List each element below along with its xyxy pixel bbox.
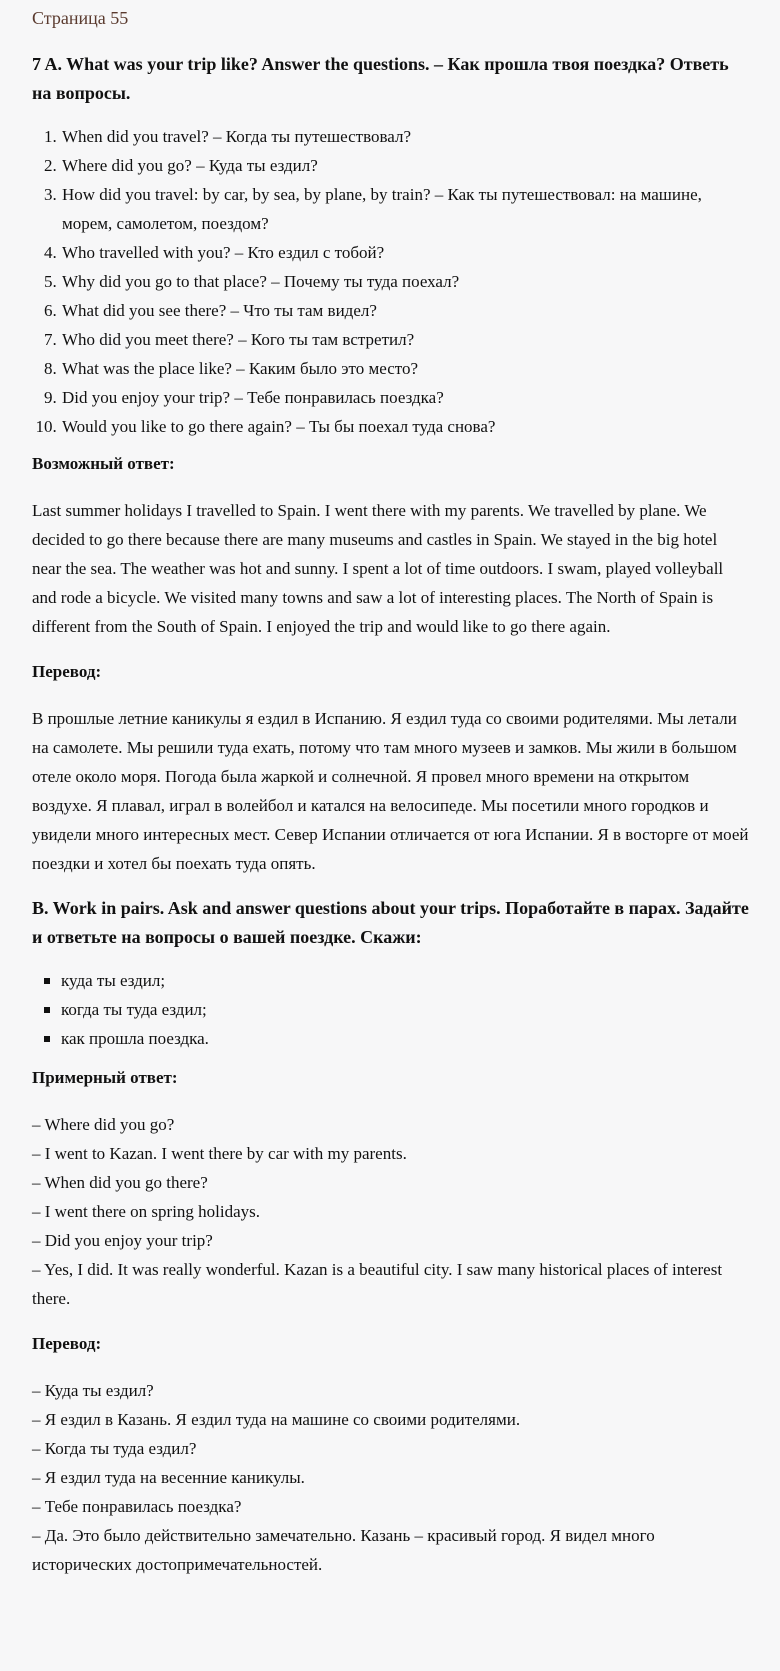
possible-answer-text: Last summer holidays I travelled to Spain. I went there with my parents. We travelled by plane. We decided to go there because there are many museums and castles in Spain. We stayed in the big hotel near the sea. The weather was hot and sunny. I spent a lot of time outdoors. I swam, played volleyball and rode a bicycle. We visited many towns and saw a lot of interesting places. The North of Spain is different from the South of Spain. I enjoyed the trip and would like to go there again. (32, 501, 724, 636)
list-item: 3. How did you travel: by car, by sea, by plane, by train? – Как ты путешествовал: на машине, морем, самолетом, поездом? (61, 180, 750, 238)
list-item: 5. Why did you go to that place? – Почему ты туда поехал? (61, 267, 750, 296)
dialog-line: – Куда ты ездил? (32, 1381, 154, 1400)
dialog-line: – Did you enjoy your trip? (32, 1231, 213, 1250)
dialog-line: – When did you go there? (32, 1173, 208, 1192)
dialog-line: – Where did you go? (32, 1115, 175, 1134)
list-item-text: когда ты туда ездил; (61, 1000, 207, 1019)
article-content (32, 4, 750, 1595)
list-item-text: как прошла поездка. (61, 1029, 209, 1048)
dialog-line: – Тебе понравилась поездка? (32, 1497, 242, 1516)
list-item: 2. Where did you go? – Куда ты ездил? (61, 151, 750, 180)
list-item: 1. When did you travel? – Когда ты путешествовал? (61, 122, 750, 151)
square-bullet-icon (44, 1036, 50, 1042)
list-item (61, 995, 750, 1024)
list-item (61, 966, 750, 995)
list-item: 10. Would you like to go there again? – Ты бы поехал туда снова? (61, 412, 750, 441)
page-number-label: Страница 55 (32, 8, 129, 28)
dialog-line: – Я ездил в Казань. Я ездил туда на машине со своими родителями. (32, 1410, 521, 1429)
list-item: 8. What was the place like? – Каким было это место? (61, 354, 750, 383)
questions-list (32, 122, 750, 441)
dialog-translation-label: Перевод: (32, 1334, 102, 1353)
list-item: 6. What did you see there? – Что ты там видел? (61, 296, 750, 325)
translation-text: В прошлые летние каникулы я ездил в Испанию. Я ездил туда со своими родителями. Мы летали на самолете. Мы решили туда ехать, потому что там много музеев и замков. Мы жили в большом отеле около моря. Погода была жаркой и солнечной. Я провел много времени на открытом воздухе. Я плавал, играл в волейбол и катался на велосипеде. Мы посетили много городков и увидели много интересных мест. Север Испании отличается от юга Испании. Я в восторге от моей поездки и хотел бы поехать туда опять. (32, 709, 749, 873)
square-bullet-icon (44, 978, 50, 984)
dialog-line: – I went there on spring holidays. (32, 1202, 261, 1221)
dialog-line: – Yes, I did. It was really wonderful. Kazan is a beautiful city. I saw many historical places of interest there. (32, 1260, 723, 1308)
sample-answer-label: Примерный ответ: (32, 1068, 178, 1087)
dialog-line: – Да. Это было действительно замечательно. Казань – красивый город. Я видел много исторических достопримечательностей. (32, 1526, 655, 1574)
translation-label: Перевод: (32, 662, 102, 681)
list-item: 9. Did you enjoy your trip? – Тебе понравилась поездка? (61, 383, 750, 412)
list-item (61, 1024, 750, 1053)
dialog-line: – Я ездил туда на весенние каникулы. (32, 1468, 305, 1487)
list-item: 7. Who did you meet there? – Кого ты там встретил? (61, 325, 750, 354)
list-item: 4. Who travelled with you? – Кто ездил с тобой? (61, 238, 750, 267)
tasks-list (32, 966, 750, 1053)
exercise-7a-heading: 7 A. What was your trip like? Answer the questions. – Как прошла твоя поездка? Ответь на вопросы. (32, 54, 729, 103)
dialog-line: – Когда ты туда ездил? (32, 1439, 197, 1458)
sample-dialog (32, 1110, 750, 1313)
dialog-line: – I went to Kazan. I went there by car with my parents. (32, 1144, 407, 1163)
exercise-7b-heading: B. Work in pairs. Ask and answer questions about your trips. Поработайте в парах. Задайте и ответьте на вопросы о вашей поездке. Скажи: (32, 898, 749, 947)
list-item-text: куда ты ездил; (61, 971, 166, 990)
dialog-translation (32, 1376, 750, 1579)
square-bullet-icon (44, 1007, 50, 1013)
possible-answer-label: Возможный ответ: (32, 454, 175, 473)
